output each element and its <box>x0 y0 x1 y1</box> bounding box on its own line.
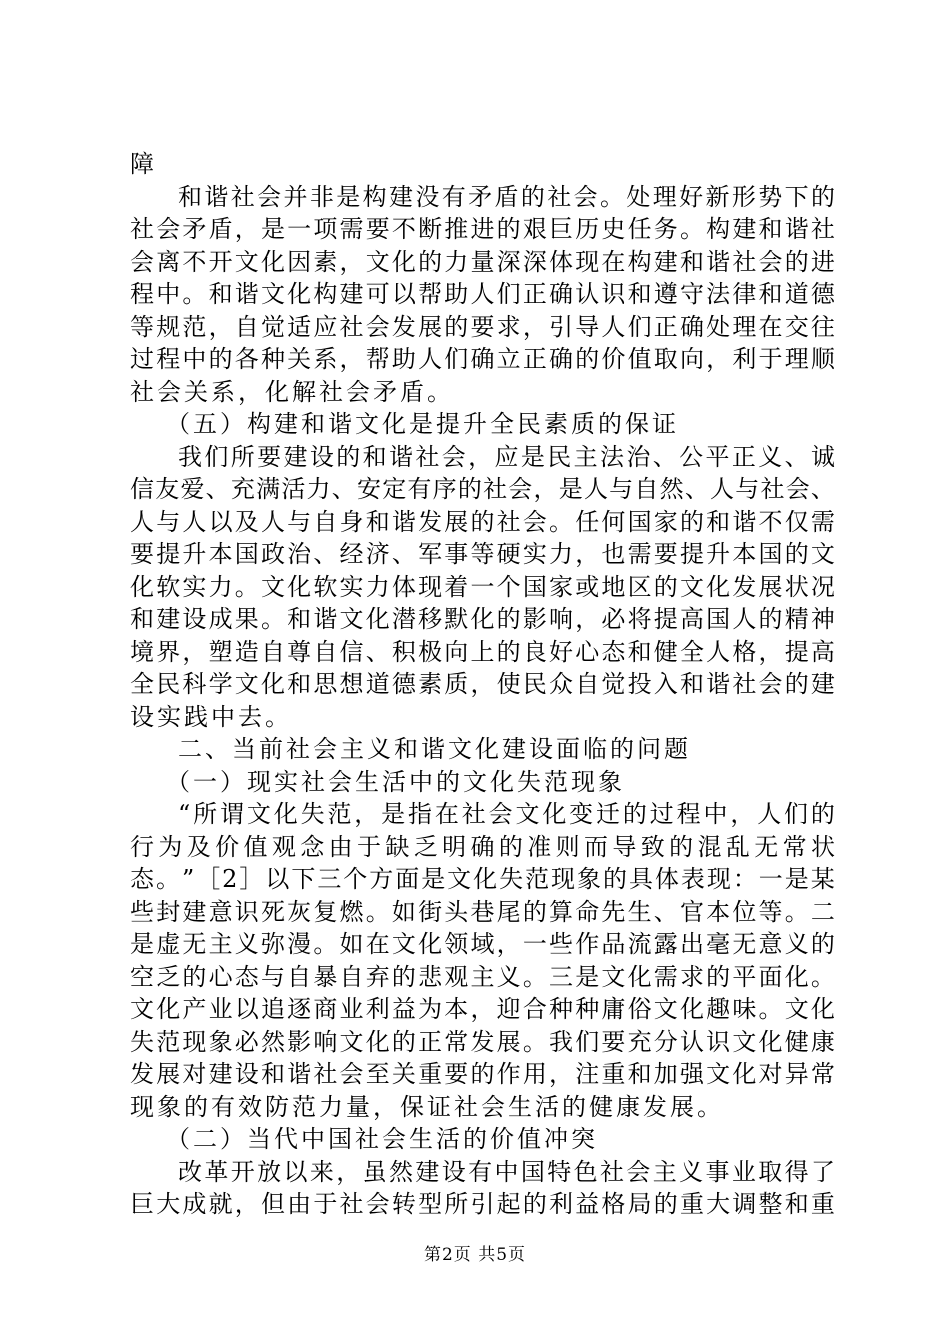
text-line: 失 范 现 象 必 然 影 响 文 化 的 正 常 发 展 。 我 们 要 充 分 认 识 文 化 健 康 <box>130 1027 835 1056</box>
text-line: 信 友 爱 、 充 满 活 力 、 安 定 有 序 的 社 会 ， 是 人 与 自 然 、 人 与 社 会 、 <box>130 475 835 503</box>
document-body <box>130 148 835 1221</box>
text-line: 程 中 。 和 谐 文 化 构 建 可 以 帮 助 人 们 正 确 认 识 和 遵 守 法 律 和 道 德 <box>130 280 835 308</box>
page-footer: 第2页 共5页 <box>423 1245 527 1265</box>
text-line: 巨 大 成 就 ， 但 由 于 社 会 转 型 所 引 起 的 利 益 格 局 的 重 大 调 整 和 重 <box>130 1190 835 1218</box>
text-line: 文 化 产 业 以 追 逐 商 业 利 益 为 本 ， 迎 合 种 种 庸 俗 文 化 趣 味 。 文 化 <box>130 995 835 1023</box>
text-line: （五）构建和谐文化是提升全民素质的保证 <box>166 410 679 438</box>
text-line: 些 封 建 意 识 死 灰 复 燃 。 如 街 头 巷 尾 的 算 命 先 生 、 官 本 位 等 。 二 <box>130 897 835 926</box>
text-line: 发 展 对 建 设 和 谐 社 会 至 关 重 要 的 作 用 ， 注 重 和 加 强 文 化 对 异 常 <box>130 1060 835 1088</box>
text-line: 设实践中去。 <box>130 702 292 731</box>
text-line: 会 离 不 开 文 化 因 素 ， 文 化 的 力 量 深 深 体 现 在 构 建 和 谐 社 会 的 进 <box>130 247 835 276</box>
text-line: 是 虚 无 主 义 弥 漫 。 如 在 文 化 领 域 ， 一 些 作 品 流 露 出 毫 无 意 义 的 <box>130 930 835 958</box>
text-line: 我 们 所 要 建 设 的 和 谐 社 会 ， 应 是 民 主 法 治 、 公 平 正 义 、 诚 <box>178 442 835 471</box>
text-line: 现象的有效防范力量，保证社会生活的健康发展。 <box>130 1092 724 1121</box>
text-line: 化 软 实 力 。 文 化 软 实 力 体 现 着 一 个 国 家 或 地 区 的 文 化 发 展 状 况 <box>130 572 835 601</box>
text-line: 态 。 ” ［ 2 ］ 以 下 三 个 方 面 是 文 化 失 范 现 象 的 具 体 表 现 ： 一 是 某 <box>130 865 835 893</box>
text-line: 行 为 及 价 值 观 念 由 于 缺 乏 明 确 的 准 则 而 导 致 的 混 乱 无 常 状 <box>130 832 835 861</box>
text-line: 境 界 ， 塑 造 自 尊 自 信 、 积 极 向 上 的 良 好 心 态 和 健 全 人 格 ， 提 高 <box>130 637 835 666</box>
text-line: 改 革 开 放 以 来 ， 虽 然 建 设 有 中 国 特 色 社 会 主 义 事 业 取 得 了 <box>178 1157 835 1186</box>
text-line: 社 会 矛 盾 ， 是 一 项 需 要 不 断 推 进 的 艰 巨 历 史 任 务 。 构 建 和 谐 社 <box>130 215 835 243</box>
text-line: 过 程 中 的 各 种 关 系 ， 帮 助 人 们 确 立 正 确 的 价 值 取 向 ， 利 于 理 顺 <box>130 345 835 373</box>
text-line: 社会关系，化解社会矛盾。 <box>130 377 454 406</box>
text-line: 和 建 设 成 果 。 和 谐 文 化 潜 移 默 化 的 影 响 ， 必 将 提 高 国 人 的 精 神 <box>130 605 835 633</box>
text-line: 障 <box>130 150 157 178</box>
text-line: 二、当前社会主义和谐文化建设面临的问题 <box>178 735 691 763</box>
text-line: 要 提 升 本 国 政 治 、 经 济 、 军 事 等 硬 实 力 ， 也 需 要 提 升 本 国 的 文 <box>130 540 835 568</box>
text-line: 全 民 科 学 文 化 和 思 想 道 德 素 质 ， 使 民 众 自 觉 投 入 和 谐 社 会 的 建 <box>130 670 835 698</box>
text-line: 和 谐 社 会 并 非 是 构 建 没 有 矛 盾 的 社 会 。 处 理 好 新 形 势 下 的 <box>178 182 835 211</box>
text-line: 等 规 范 ， 自 觉 适 应 社 会 发 展 的 要 求 ， 引 导 人 们 正 确 处 理 在 交 往 <box>130 312 835 341</box>
text-line: （一）现实社会生活中的文化失范现象 <box>166 767 625 796</box>
text-line: 空 乏 的 心 态 与 自 暴 自 弃 的 悲 观 主 义 。 三 是 文 化 需 求 的 平 面 化 。 <box>130 962 835 991</box>
text-line: “ 所 谓 文 化 失 范 ， 是 指 在 社 会 文 化 变 迁 的 过 程 中 ， 人 们 的 <box>178 800 835 828</box>
text-line: （二）当代中国社会生活的价值冲突 <box>166 1125 598 1153</box>
text-line: 人 与 人 以 及 人 与 自 身 和 谐 发 展 的 社 会 。 任 何 国 家 的 和 谐 不 仅 需 <box>130 507 835 536</box>
